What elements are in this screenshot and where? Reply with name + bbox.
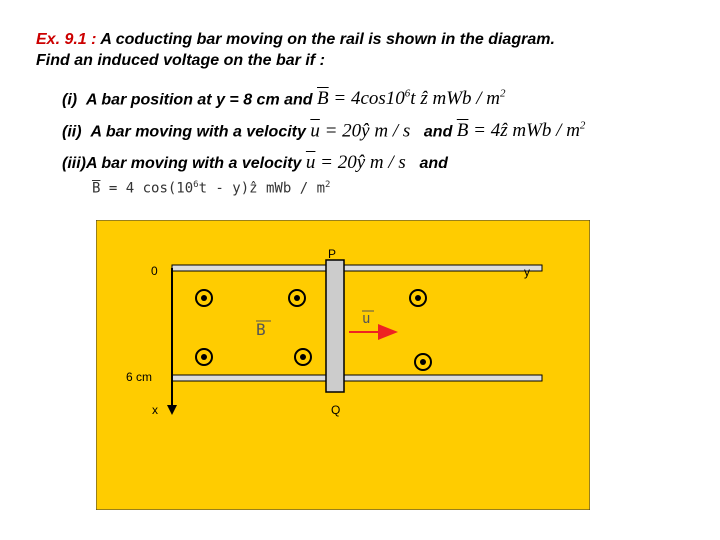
case-2-velocity: $\overline{u}$ = 20ŷ m / s [310, 120, 411, 142]
label-x-axis: x [152, 403, 158, 417]
case-3-and: and [419, 155, 448, 172]
case-1-equation: $\overline{B} = 4\cos 10^6t$ ẑ mWb / $m^2$ [317, 88, 506, 110]
case-2-field: $\overline{B}$ = 4ẑ mWb / $m^2$ [456, 120, 586, 142]
top-rail [172, 265, 542, 271]
case-1-text: A bar position at y = 8 cm and [86, 91, 313, 109]
rail-diagram [96, 220, 590, 510]
header-line-1 [36, 31, 555, 49]
case-1-label: (i) [62, 91, 78, 109]
case-2 [62, 120, 585, 142]
case-3-label: (iii) [62, 155, 86, 172]
label-b-field: B [256, 320, 266, 339]
header-text-1: A coducting bar moving on the rail is shown in the diagram. [96, 31, 555, 48]
case-3-text: A bar moving with a velocity [86, 155, 302, 172]
header-line-2: Find an induced voltage on the bar if : [36, 52, 325, 69]
example-label: Ex. 9.1 : [36, 31, 97, 48]
case-3 [62, 152, 448, 174]
label-y-axis: y [524, 265, 530, 279]
case-3-velocity: $\overline{u}$ = 20ŷ m / s [305, 152, 406, 173]
case-2-label: (ii) [62, 123, 82, 141]
conducting-bar [326, 260, 344, 392]
label-origin: 0 [151, 264, 158, 278]
case-2-and: and [423, 123, 453, 141]
label-velocity: u [362, 311, 371, 327]
case-1 [62, 88, 506, 110]
label-p: P [328, 247, 337, 261]
label-6cm: 6 cm [126, 370, 153, 384]
case-3-field-equation: $\overline{B} = 4$ $\cos(10^6t$ - y)ẑ mWb / $m^2$ [92, 180, 331, 197]
case-2-text: A bar moving with a velocity [90, 123, 306, 141]
label-q: Q [331, 403, 341, 417]
bottom-rail [172, 375, 542, 381]
